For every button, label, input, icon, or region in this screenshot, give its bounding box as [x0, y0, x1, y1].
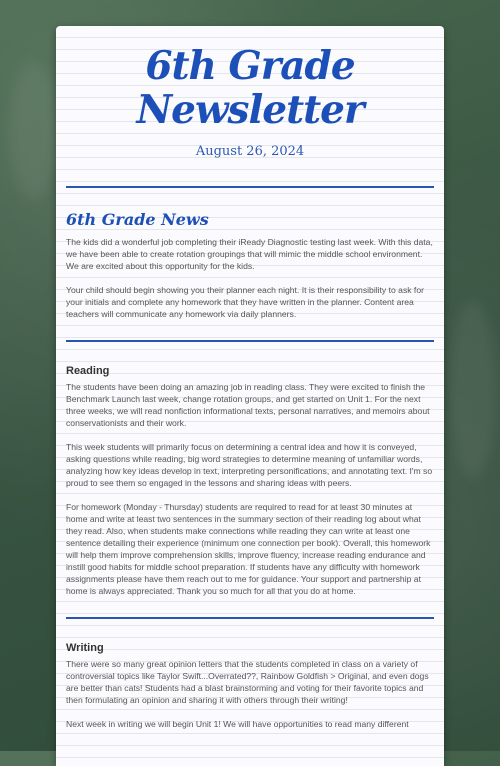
chalk-smudge-right: [450, 300, 496, 480]
news-paragraph-1: The kids did a wonderful job completing their iReady Diagnostic testing last week. With this data, we have been able to create rotation groupings that will mimic the middle school environment. We are excited about this opportunity for the kids.: [66, 237, 433, 271]
news-paragraph-2: Your child should begin showing you their planner each night. It is their responsibility to ask for your initials and complete any homework that they have written in the planner. Content area teachers will communicate any homework via daily planners.: [66, 285, 424, 319]
newsletter-date: August 26, 2024: [195, 144, 305, 159]
reading-heading: Reading: [66, 365, 110, 377]
masthead: [56, 26, 444, 160]
newsletter-title-line-2: Newsletter: [136, 87, 364, 133]
newsletter-title-line-1: 6th Grade: [145, 43, 355, 89]
writing-paragraph-1: There were so many great opinion letters that the students completed in class on a variety of controversial topics like Taylor Swift...Overrated??, Rainbow Goldfish > Original, and even dogs are better than cats! Students had a blast brainstorming and voting for their favorite topics and then formulating an opinion and sharing it with others through their writing!: [66, 659, 429, 705]
writing-heading: Writing: [66, 642, 104, 654]
reading-paragraph-2: This week students will primarily focus on determining a central idea and how it is conveyed, asking questions while reading, big word strategies to determine meaning of unfamiliar words, analyzing how key ideas develop in text, interpreting personifications, and annotating text. I'm so proud to see them so engaged in the lessons and sharing ideas with peers.: [66, 442, 433, 488]
newsletter-card: [56, 26, 444, 766]
reading-paragraph-1: The students have been doing an amazing job in reading class. They were excited to finish the Benchmark Launch last week, change rotation groups, and get started on Unit 1. For the next three weeks, we will read nonfiction informational texts, personal narratives, and memoirs about conservationists and their work.: [66, 382, 430, 428]
chalk-smudge-left: [8, 60, 58, 200]
news-heading: 6th Grade News: [66, 210, 209, 229]
writing-paragraph-2: Next week in writing we will begin Unit 1! We will have opportunities to read many different: [66, 719, 409, 729]
reading-paragraph-3: For homework (Monday - Thursday) students are required to read for at least 30 minutes at home and write at least two sentences in the summary section of their reading log about what they read. Also, when students make connections while reading they can write at least one sentence detailing their experience (minimum one connection per book). Overall, this homework will help them improve comprehension skills, improve fluency, increase reading endurance and instill good habits for middle school preparation. If students have any difficulty with homework assignments please have them reach out to me for guidance. Your support and partnership at home is always appreciated. Thank you so much for all that you do at home.: [66, 502, 431, 596]
